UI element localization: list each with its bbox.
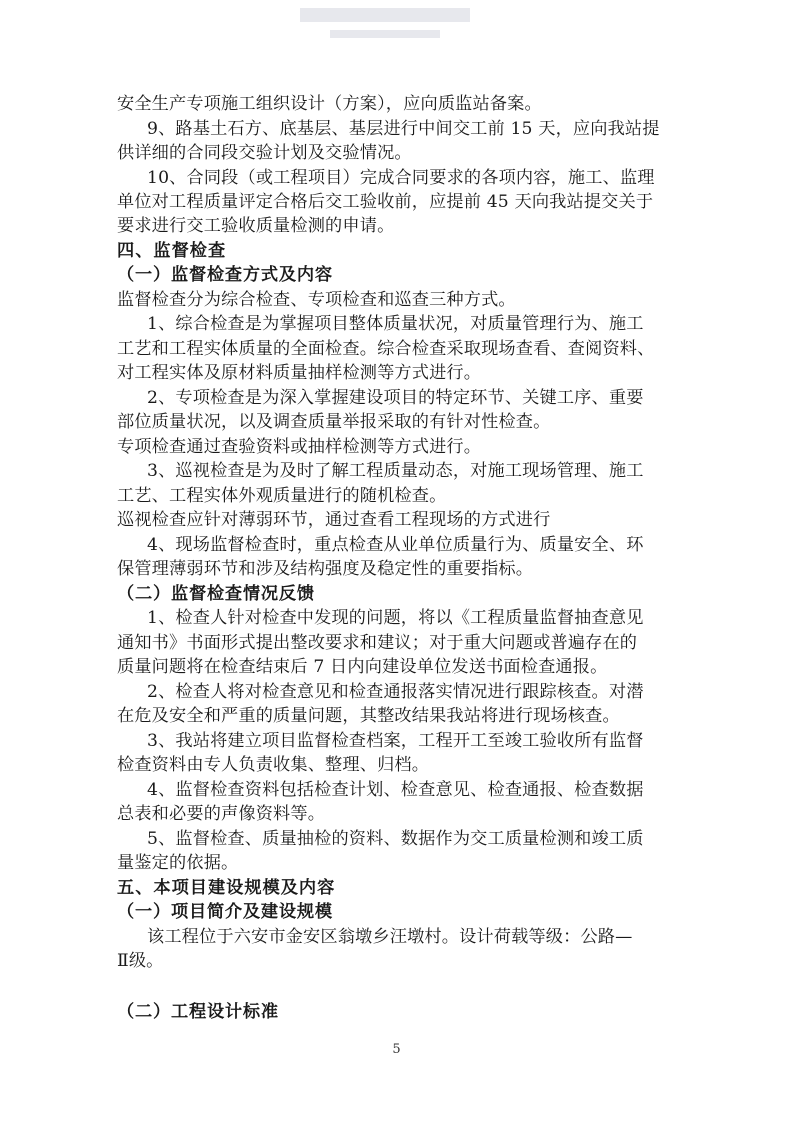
body-line: 部位质量状况，以及调查质量举报采取的有针对性检查。: [117, 412, 551, 433]
body-line: 量鉴定的依据。: [117, 853, 239, 874]
section-heading: 四、监督检查: [117, 240, 227, 261]
body-line: 2、专项检查是为深入掌握建设项目的特定环节、关键工序、重要: [147, 387, 644, 408]
body-line: 保管理薄弱环节和涉及结构强度及稳定性的重要指标。: [117, 559, 534, 580]
body-line: 总表和必要的声像资料等。: [117, 804, 326, 825]
body-line: 1、检查人针对检查中发现的问题，将以《工程质量监督抽查意见: [147, 608, 644, 629]
body-line: 4、现场监督检查时，重点检查从业单位质量行为、质量安全、环: [147, 534, 644, 555]
body-line: 对工程实体及原材料质量抽样检测等方式进行。: [117, 363, 482, 384]
body-line: 1、综合检查是为掌握项目整体质量状况，对质量管理行为、施工: [147, 314, 644, 335]
body-line: 工艺和工程实体质量的全面检查。综合检查采取现场查看、查阅资料、: [117, 338, 655, 359]
body-line: 10、合同段（或工程项目）完成合同要求的各项内容，施工、监理: [147, 167, 655, 188]
body-line: 在危及安全和严重的质量问题，其整改结果我站将进行现场核查。: [117, 706, 620, 727]
body-line: 3、我站将建立项目监督检查档案，工程开工至竣工验收所有监督: [147, 730, 644, 751]
body-line: 要求进行交工验收质量检测的申请。: [117, 216, 395, 237]
body-line: 该工程位于六安市金安区翁墩乡汪墩村。设计荷载等级：公路—: [147, 926, 633, 947]
body-line: 2、检查人将对检查意见和检查通报落实情况进行跟踪核查。对潜: [147, 681, 644, 702]
page-number: 5: [392, 1042, 401, 1057]
body-line: Ⅱ级。: [117, 951, 164, 972]
subsection-heading: （二）监督检查情况反馈: [117, 583, 315, 604]
body-line: 质量问题将在检查结束后 7 日内向建设单位发送书面检查通报。: [117, 657, 608, 678]
body-line: 安全生产专项施工组织设计（方案），应向质监站备案。: [117, 94, 542, 114]
body-line: 单位对工程质量评定合格后交工验收前，应提前 45 天向我站提交关于: [117, 192, 654, 212]
scan-artifact: [300, 8, 470, 22]
body-line: 监督检查分为综合检查、专项检查和巡查三种方式。: [117, 289, 516, 310]
body-line: 5、监督检查、质量抽检的资料、数据作为交工质量检测和竣工质: [147, 828, 644, 849]
body-line: 专项检查通过查验资料或抽样检测等方式进行。: [117, 436, 482, 457]
body-line: 供详细的合同段交验计划及交验情况。: [117, 143, 412, 163]
subsection-heading: （一）项目简介及建设规模: [117, 902, 333, 923]
body-line: 4、监督检查资料包括检查计划、检查意见、检查通报、检查数据: [147, 779, 644, 800]
body-line: 巡视检查应针对薄弱环节，通过查看工程现场的方式进行: [117, 510, 551, 531]
body-line: 检查资料由专人负责收集、整理、归档。: [117, 755, 430, 776]
subsection-heading: （二）工程设计标准: [117, 1002, 279, 1022]
body-line: 工艺、工程实体外观质量进行的随机检查。: [117, 485, 447, 506]
body-line: 3、巡视检查是为及时了解工程质量动态，对施工现场管理、施工: [147, 461, 644, 482]
subsection-heading: （一）监督检查方式及内容: [117, 265, 333, 286]
body-line: 9、路基土石方、底基层、基层进行中间交工前 15 天，应向我站提: [147, 118, 660, 139]
body-line: 通知书》书面形式提出整改要求和建议；对于重大问题或普遍存在的: [117, 632, 638, 653]
scan-artifact: [330, 30, 440, 38]
section-heading: 五、本项目建设规模及内容: [117, 877, 336, 898]
